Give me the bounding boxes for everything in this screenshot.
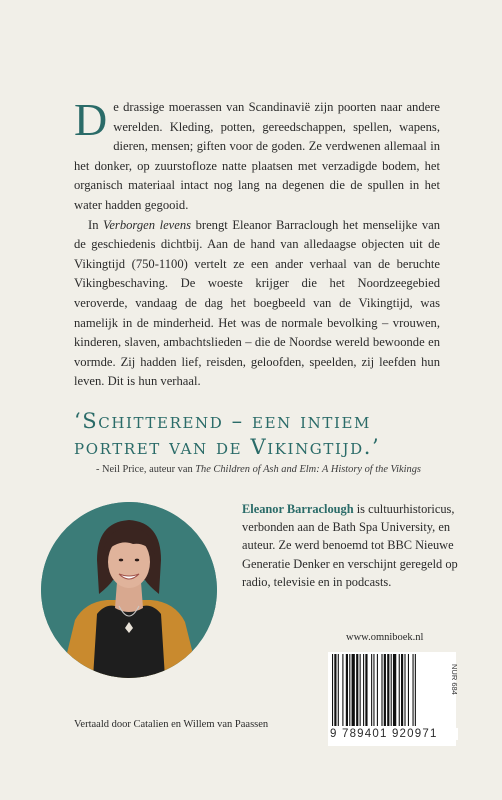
barcode-bar [338,654,339,726]
barcode-bar [393,654,396,726]
barcode-bar [401,654,403,726]
barcode-bar [399,654,400,726]
author-name: Eleanor Barraclough [242,502,354,516]
barcode-bar [349,654,350,726]
isbn-number: 9 789401 920971 [330,728,458,740]
review-quote: ‘Schitterend – een intiem portret van de Vikingtijd.’ [74,409,381,459]
book-title-reference: Verborgen levens [103,217,192,232]
blurb-paragraph-2-text: brengt Eleanor Barraclough het menselijke van de geschiedenis dichtbij. Aan de hand van alledaagse objecten uit de Vikingtijd (750-1100) vertelt ze een ander verhaal van de beruchte Vikingbeschaving. De woeste krijger die het Noordzeegebied veroverde, vandaag de dag het boegbeeld van de Vikingtijd, was namelijk in de minderheid. Het was de normale bevolking – vrouwen, kinderen, slaven, ambachtslieden – die de Noordse wereld bewoonde en vormde. Zij hadden lief, reisden, geloofden, speelden, zij leefden hun leven. Dit is hun verhaal. [74,217,441,389]
barcode-bar [415,654,416,726]
barcode-bar [384,654,386,726]
blurb-text [74,94,441,392]
barcode-bar [391,654,392,726]
barcode-bar [377,654,378,726]
barcode-bar [413,654,414,726]
barcode-bar [365,654,367,726]
barcode-bar [373,654,374,726]
blurb-paragraph-2 [74,216,440,392]
author-portrait [41,502,217,678]
barcode-bar [408,654,409,726]
barcode-bar [387,654,389,726]
blurb-paragraph-1-text: e drassige moerassen van Scandinavië zijn poorten naar andere werelden. Kleding, potten, gereedschappen, spellen, wapens, dieren, mensen; giften voor de goden. Ze verdwenen allemaal in het donker, op zuurstofloze natte plaatsen met verzadigde bodem, het organisch materiaal intact nog lang na degenen die de spullen in het water hadden gegooid. [74,100,440,212]
drop-cap: D [74,94,108,145]
author-portrait-illustration [41,502,217,678]
publisher-website: www.omniboek.nl [346,632,424,643]
barcode-bar [346,654,348,726]
author-bio [242,500,464,591]
quote-attribution [96,464,496,475]
translator-credit: Vertaald door Catalien en Willem van Paassen [74,719,269,730]
nur-code: NUR 684 [450,664,459,695]
author-bio-text: is cultuurhistoricus, verbonden aan de Bath Spa University, en auteur. Ze werd benoemd tot BBC Nieuwe Generatie Denker en verschijnt geregeld op radio, televisie en in podcasts. [242,502,458,589]
barcode-bar [371,654,372,726]
quote-attribution-prefix: - Neil Price, auteur van [96,464,196,475]
quote-attribution-title: The Children of Ash and Elm: A History of the Vikings [195,464,421,475]
barcode-bars [328,652,456,728]
barcode-bar [356,654,358,726]
barcode-bar [332,654,333,726]
barcode-bar [381,654,382,726]
barcode-bar [352,654,355,726]
barcode-bar [342,654,343,726]
barcode-bar [404,654,405,726]
barcode-bar [360,654,361,726]
blurb-paragraph-1 [74,94,440,216]
blurb-paragraph-2-intro: In [88,217,104,232]
barcode-bar [334,654,336,726]
barcode-bar [363,654,364,726]
